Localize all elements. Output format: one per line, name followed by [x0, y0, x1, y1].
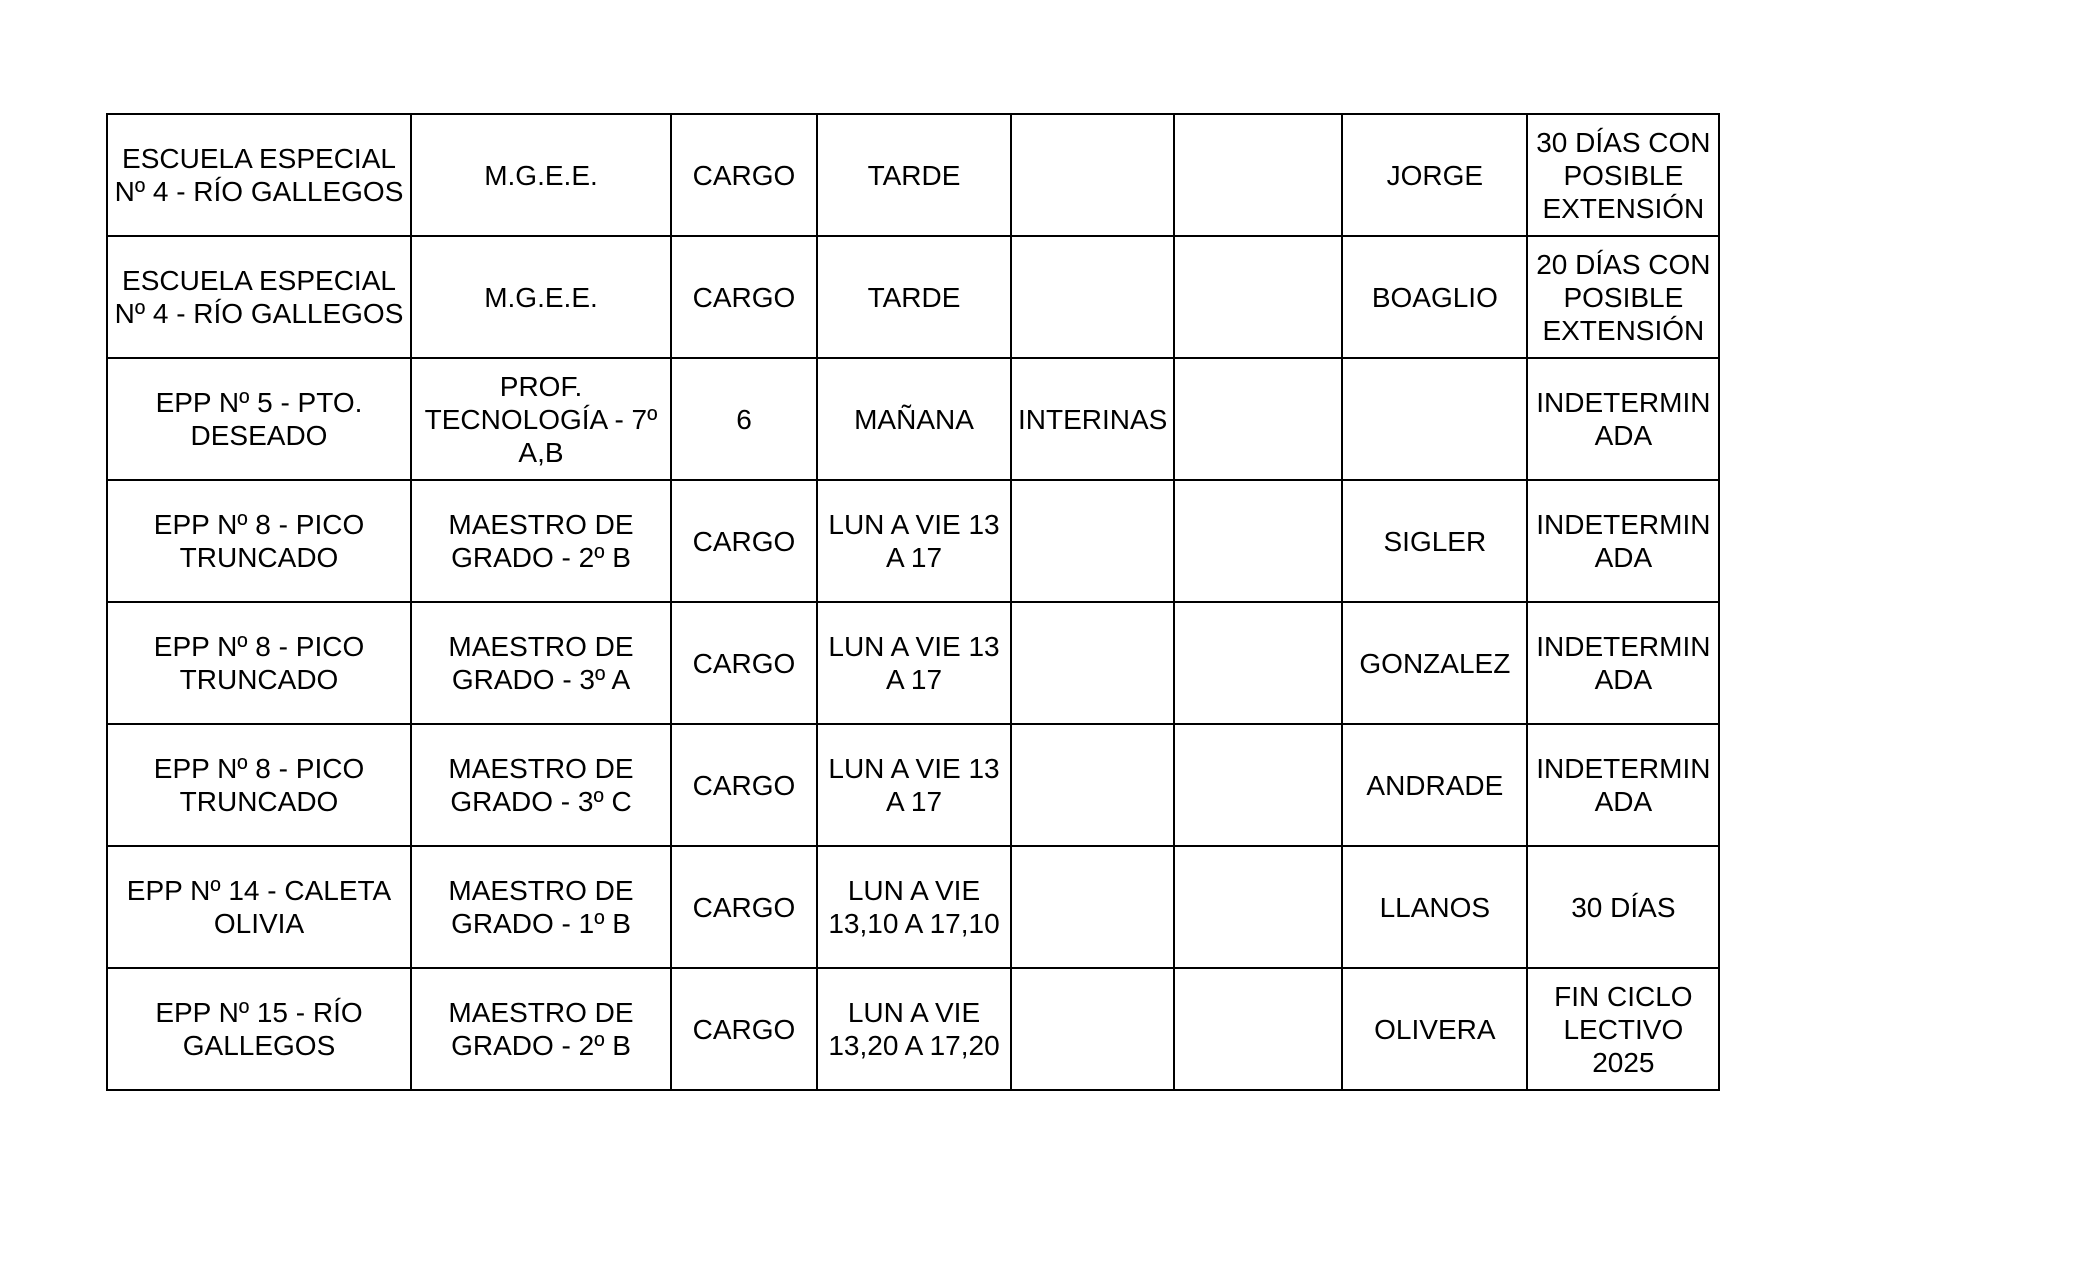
vacancies-table	[106, 113, 1720, 1091]
table-row	[107, 480, 1719, 602]
duration-cell: INDETERMIN ADA	[1527, 358, 1719, 480]
status-cell	[1011, 236, 1174, 358]
schedule-cell: TARDE	[817, 114, 1011, 236]
holder-cell: GONZALEZ	[1342, 602, 1527, 724]
position-cell: MAESTRO DE GRADO - 3º A	[411, 602, 671, 724]
school-cell: EPP Nº 8 - PICO TRUNCADO	[107, 724, 411, 846]
extra-cell	[1174, 358, 1342, 480]
table-row	[107, 236, 1719, 358]
school-cell: EPP Nº 14 - CALETA OLIVIA	[107, 846, 411, 968]
status-cell	[1011, 602, 1174, 724]
extra-cell	[1174, 114, 1342, 236]
table-row	[107, 114, 1719, 236]
status-cell	[1011, 846, 1174, 968]
table-row	[107, 358, 1719, 480]
position-cell: PROF. TECNOLOGÍA - 7º A,B	[411, 358, 671, 480]
duration-cell: INDETERMIN ADA	[1527, 602, 1719, 724]
extra-cell	[1174, 236, 1342, 358]
table-row	[107, 968, 1719, 1090]
school-cell: EPP Nº 5 - PTO. DESEADO	[107, 358, 411, 480]
position-cell: MAESTRO DE GRADO - 1º B	[411, 846, 671, 968]
duration-cell: INDETERMIN ADA	[1527, 724, 1719, 846]
school-cell: EPP Nº 15 - RÍO GALLEGOS	[107, 968, 411, 1090]
extra-cell	[1174, 724, 1342, 846]
type-cell: CARGO	[671, 724, 817, 846]
school-cell: EPP Nº 8 - PICO TRUNCADO	[107, 480, 411, 602]
holder-cell: BOAGLIO	[1342, 236, 1527, 358]
type-cell: CARGO	[671, 602, 817, 724]
schedule-cell: LUN A VIE 13,20 A 17,20	[817, 968, 1011, 1090]
type-cell: CARGO	[671, 236, 817, 358]
status-cell	[1011, 114, 1174, 236]
extra-cell	[1174, 602, 1342, 724]
duration-cell: FIN CICLO LECTIVO 2025	[1527, 968, 1719, 1090]
duration-cell: 20 DÍAS CON POSIBLE EXTENSIÓN	[1527, 236, 1719, 358]
type-cell: 6	[671, 358, 817, 480]
holder-cell: JORGE	[1342, 114, 1527, 236]
table-row	[107, 724, 1719, 846]
table-body	[107, 114, 1719, 1090]
holder-cell: ANDRADE	[1342, 724, 1527, 846]
position-cell: MAESTRO DE GRADO - 2º B	[411, 480, 671, 602]
status-cell	[1011, 968, 1174, 1090]
status-cell	[1011, 480, 1174, 602]
extra-cell	[1174, 480, 1342, 602]
type-cell: CARGO	[671, 968, 817, 1090]
table-row	[107, 846, 1719, 968]
status-cell	[1011, 724, 1174, 846]
school-cell: ESCUELA ESPECIAL Nº 4 - RÍO GALLEGOS	[107, 236, 411, 358]
position-cell: MAESTRO DE GRADO - 3º C	[411, 724, 671, 846]
holder-cell: LLANOS	[1342, 846, 1527, 968]
position-cell: M.G.E.E.	[411, 236, 671, 358]
position-cell: MAESTRO DE GRADO - 2º B	[411, 968, 671, 1090]
school-cell: ESCUELA ESPECIAL Nº 4 - RÍO GALLEGOS	[107, 114, 411, 236]
extra-cell	[1174, 846, 1342, 968]
holder-cell: SIGLER	[1342, 480, 1527, 602]
table-row	[107, 602, 1719, 724]
type-cell: CARGO	[671, 114, 817, 236]
duration-cell: INDETERMIN ADA	[1527, 480, 1719, 602]
schedule-cell: LUN A VIE 13 A 17	[817, 724, 1011, 846]
position-cell: M.G.E.E.	[411, 114, 671, 236]
schedule-cell: LUN A VIE 13,10 A 17,10	[817, 846, 1011, 968]
type-cell: CARGO	[671, 480, 817, 602]
holder-cell	[1342, 358, 1527, 480]
status-cell: INTERINAS	[1011, 358, 1174, 480]
schedule-cell: LUN A VIE 13 A 17	[817, 480, 1011, 602]
holder-cell: OLIVERA	[1342, 968, 1527, 1090]
school-cell: EPP Nº 8 - PICO TRUNCADO	[107, 602, 411, 724]
schedule-cell: LUN A VIE 13 A 17	[817, 602, 1011, 724]
extra-cell	[1174, 968, 1342, 1090]
duration-cell: 30 DÍAS CON POSIBLE EXTENSIÓN	[1527, 114, 1719, 236]
schedule-cell: TARDE	[817, 236, 1011, 358]
schedule-cell: MAÑANA	[817, 358, 1011, 480]
duration-cell: 30 DÍAS	[1527, 846, 1719, 968]
type-cell: CARGO	[671, 846, 817, 968]
